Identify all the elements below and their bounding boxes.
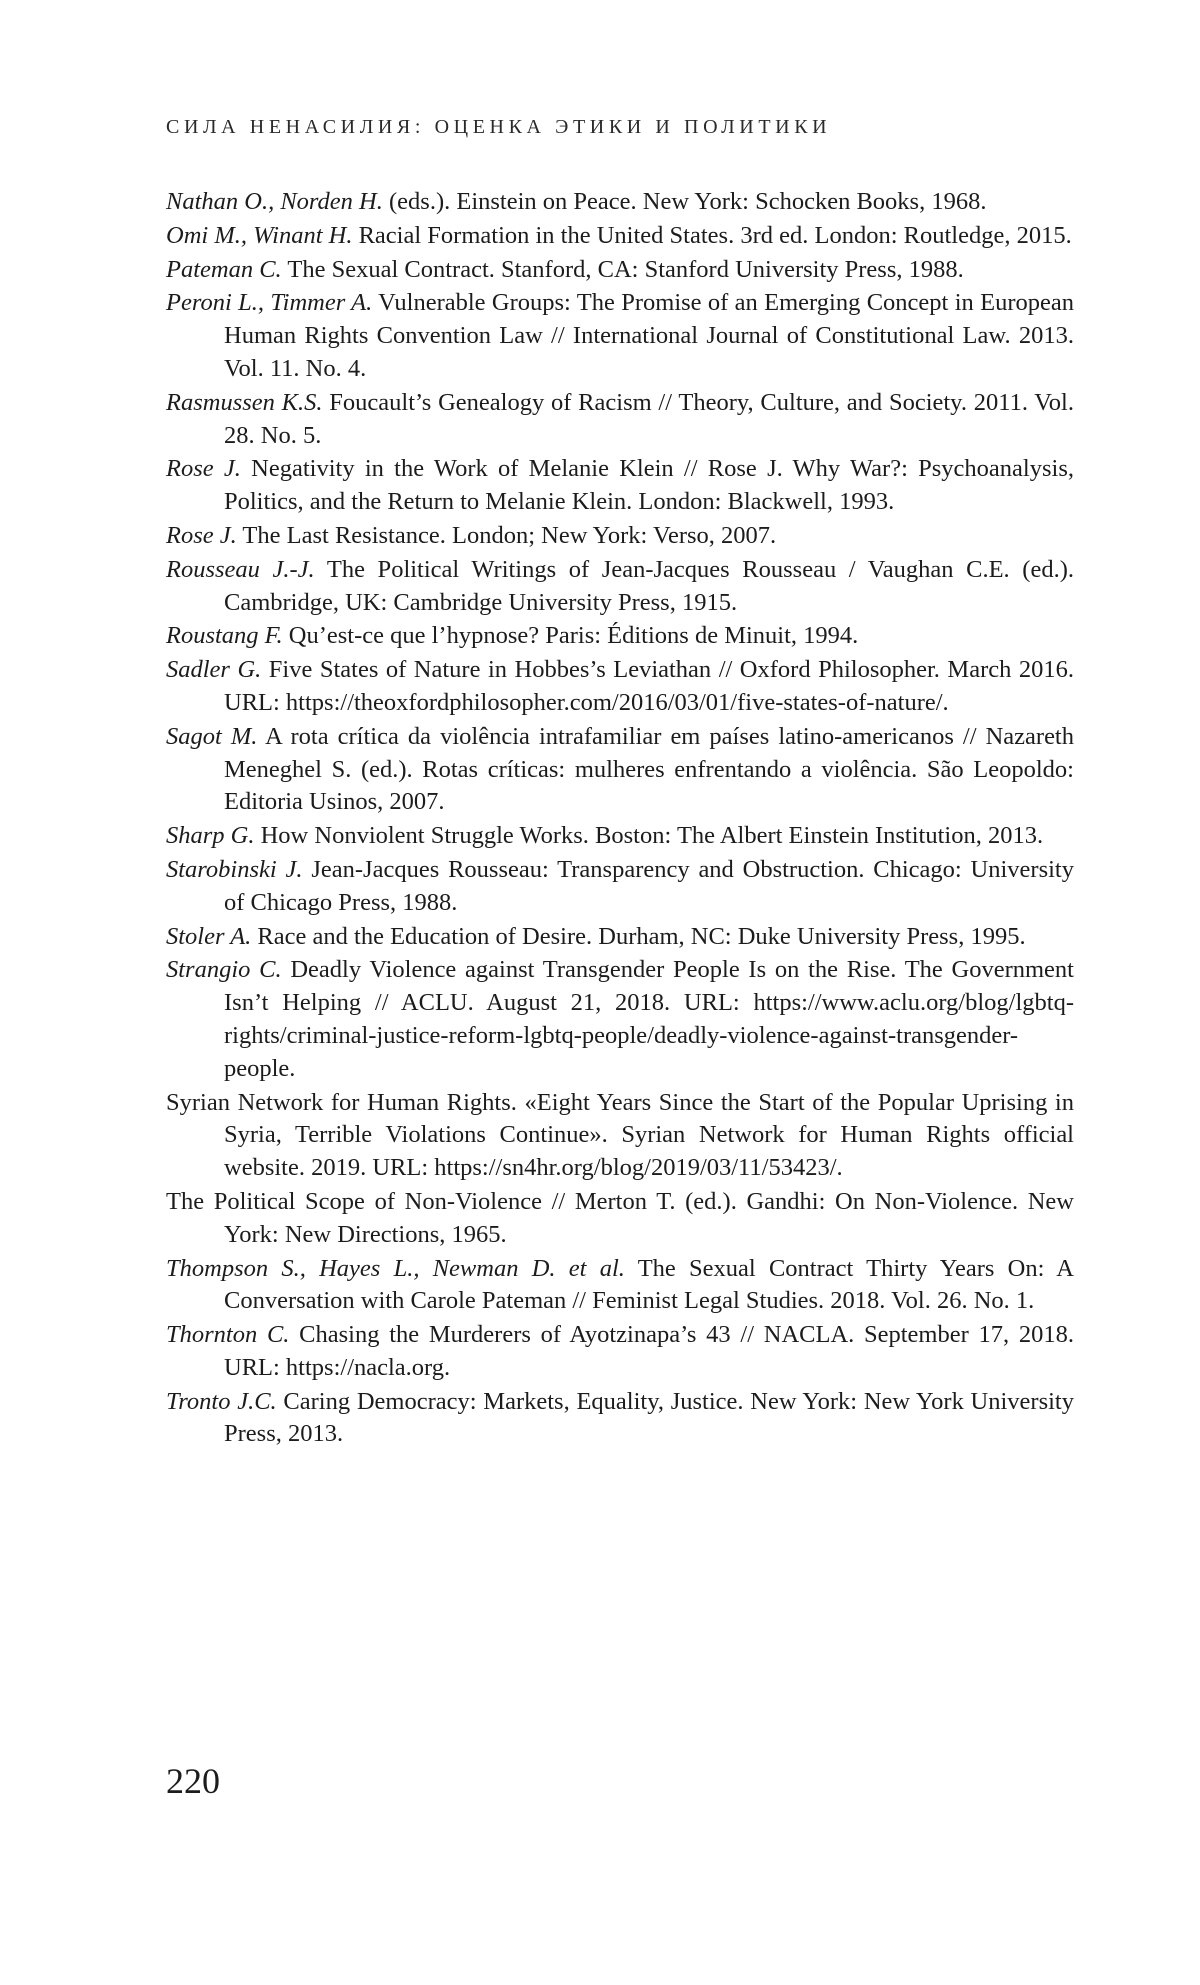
entry-author: Sadler G. [166,656,262,684]
entry-text: How Nonviolent Struggle Works. Boston: The Albert Einstein Institution, 2013. [254,822,1044,850]
entry-text: Caring Democracy: Markets, Equality, Justice. New York: New York University Press, 2013. [224,1387,1074,1448]
bibliography-entry [166,387,1074,453]
entry-author: Stoler A. [166,922,252,950]
bibliography-entry [166,820,1074,853]
entry-author: Tronto J.C. [166,1387,277,1415]
entry-text: Racial Formation in the United States. 3rd ed. London: Routledge, 2015. [352,221,1072,249]
entry-author: Starobinski J. [166,855,303,883]
bibliography-entry [166,220,1074,253]
entry-text: The Sexual Contract Thirty Years On: A Conversation with Carole Pateman // Feminist Legal Studies. 2018. Vol. 26. No. 1. [224,1254,1074,1315]
bibliography-entry [166,1087,1074,1185]
entry-author: Rousseau J.-J. [166,555,315,583]
bibliography-entry [166,954,1074,1085]
entry-author: Peroni L., Timmer A. [166,289,373,317]
page-number: 220 [166,1761,220,1801]
entry-author: Nathan O., Norden H. [166,188,383,215]
bibliography-list [166,186,1074,1452]
entry-text: The Last Resistance. London; New York: Verso, 2007. [236,521,777,549]
entry-text: Syrian Network for Human Rights. «Eight Years Since the Start of the Popular Uprising in Syria, Terrible Violations Continue». Syrian Network for Human Rights official website. 2019. URL: https://sn4hr.org/blog/2019/03/11/53423/. [166,1088,1074,1182]
entry-text: (eds.). Einstein on Peace. New York: Schocken Books, 1968. [382,188,987,215]
bibliography-entry [166,854,1074,920]
entry-text: The Sexual Contract. Stanford, CA: Stanford University Press, 1988. [281,255,964,283]
bibliography-entry [166,620,1074,653]
bibliography-entry [166,721,1074,819]
entry-text: Five States of Nature in Hobbes’s Leviathan // Oxford Philosopher. March 2016. URL: https://theoxfordphilosopher.com/2016/03/01/five-states-of-nature/. [224,656,1074,716]
entry-author: Rose J. [166,521,237,549]
entry-author: Omi M., Winant H. [166,221,353,249]
entry-author: Thompson S., Hayes L., Newman D. et al. [166,1254,625,1282]
entry-author: Sagot M. [166,722,258,750]
entry-author: Strangio C. [166,956,282,984]
entry-text: Race and the Education of Desire. Durham, NC: Duke University Press, 1995. [251,922,1026,950]
bibliography-entry [166,654,1074,720]
entry-author: Rasmussen K.S. [166,388,323,416]
bibliography-entry [166,1186,1074,1252]
entry-author: Sharp G. [166,822,255,850]
bibliography-entry [166,453,1074,519]
entry-text: Chasing the Murderers of Ayotzinapa’s 43 // NACLA. September 17, 2018. URL: https://nacla.org. [224,1321,1074,1381]
entry-text: Qu’est-ce que l’hypnose? Paris: Éditions de Minuit, 1994. [282,622,859,650]
entry-text: The Political Scope of Non-Violence // Merton T. (ed.). Gandhi: On Non-Violence. New York: New Directions, 1965. [166,1187,1074,1248]
entry-author: Thornton C. [166,1321,290,1349]
bibliography-entry [166,554,1074,620]
entry-author: Pateman C. [166,255,282,283]
entry-text: Jean-Jacques Rousseau: Transparency and Obstruction. Chicago: University of Chicago Press, 1988. [224,855,1074,916]
entry-text: Foucault’s Genealogy of Racism // Theory, Culture, and Society. 2011. Vol. 28. No. 5. [224,388,1074,449]
entry-text: A rota crítica da violência intrafamiliar em países latino-americanos // Nazareth Meneghel S. (ed.). Rotas críticas: mulheres enfrentando a violência. São Leopoldo: Editoria Usinos, 2007. [224,722,1074,816]
running-head: СИЛА НЕНАСИЛИЯ: ОЦЕНКА ЭТИКИ И ПОЛИТИКИ [166,116,832,138]
bibliography-entry [166,921,1074,954]
entry-author: Rose J. [166,455,241,483]
bibliography-entry [166,520,1074,553]
bibliography-entry [166,1253,1074,1319]
entry-text: Vulnerable Groups: The Promise of an Emerging Concept in European Human Rights Convention Law // International Journal of Constitutional Law. 2013. Vol. 11. No. 4. [224,289,1074,382]
entry-text: The Political Writings of Jean-Jacques Rousseau / Vaughan C.E. (ed.). Cambridge, UK: Cambridge University Press, 1915. [224,555,1074,616]
bibliography-entry [166,287,1074,385]
bibliography-entry [166,1319,1074,1385]
bibliography-entry [166,186,1074,219]
entry-text: Negativity in the Work of Melanie Klein // Rose J. Why War?: Psychoanalysis, Politics, and the Return to Melanie Klein. London: Blackwell, 1993. [224,455,1074,516]
entry-author: Roustang F. [166,622,283,650]
bibliography-entry [166,254,1074,287]
entry-text: Deadly Violence against Transgender People Is on the Rise. The Government Isn’t Helping // ACLU. August 21, 2018. URL: https://www.aclu.org/blog/lgbtq-rights/criminal-justice-reform-lgbtq-people/deadly-violence-against-transgender-people. [224,956,1074,1082]
bibliography-entry [166,1386,1074,1452]
